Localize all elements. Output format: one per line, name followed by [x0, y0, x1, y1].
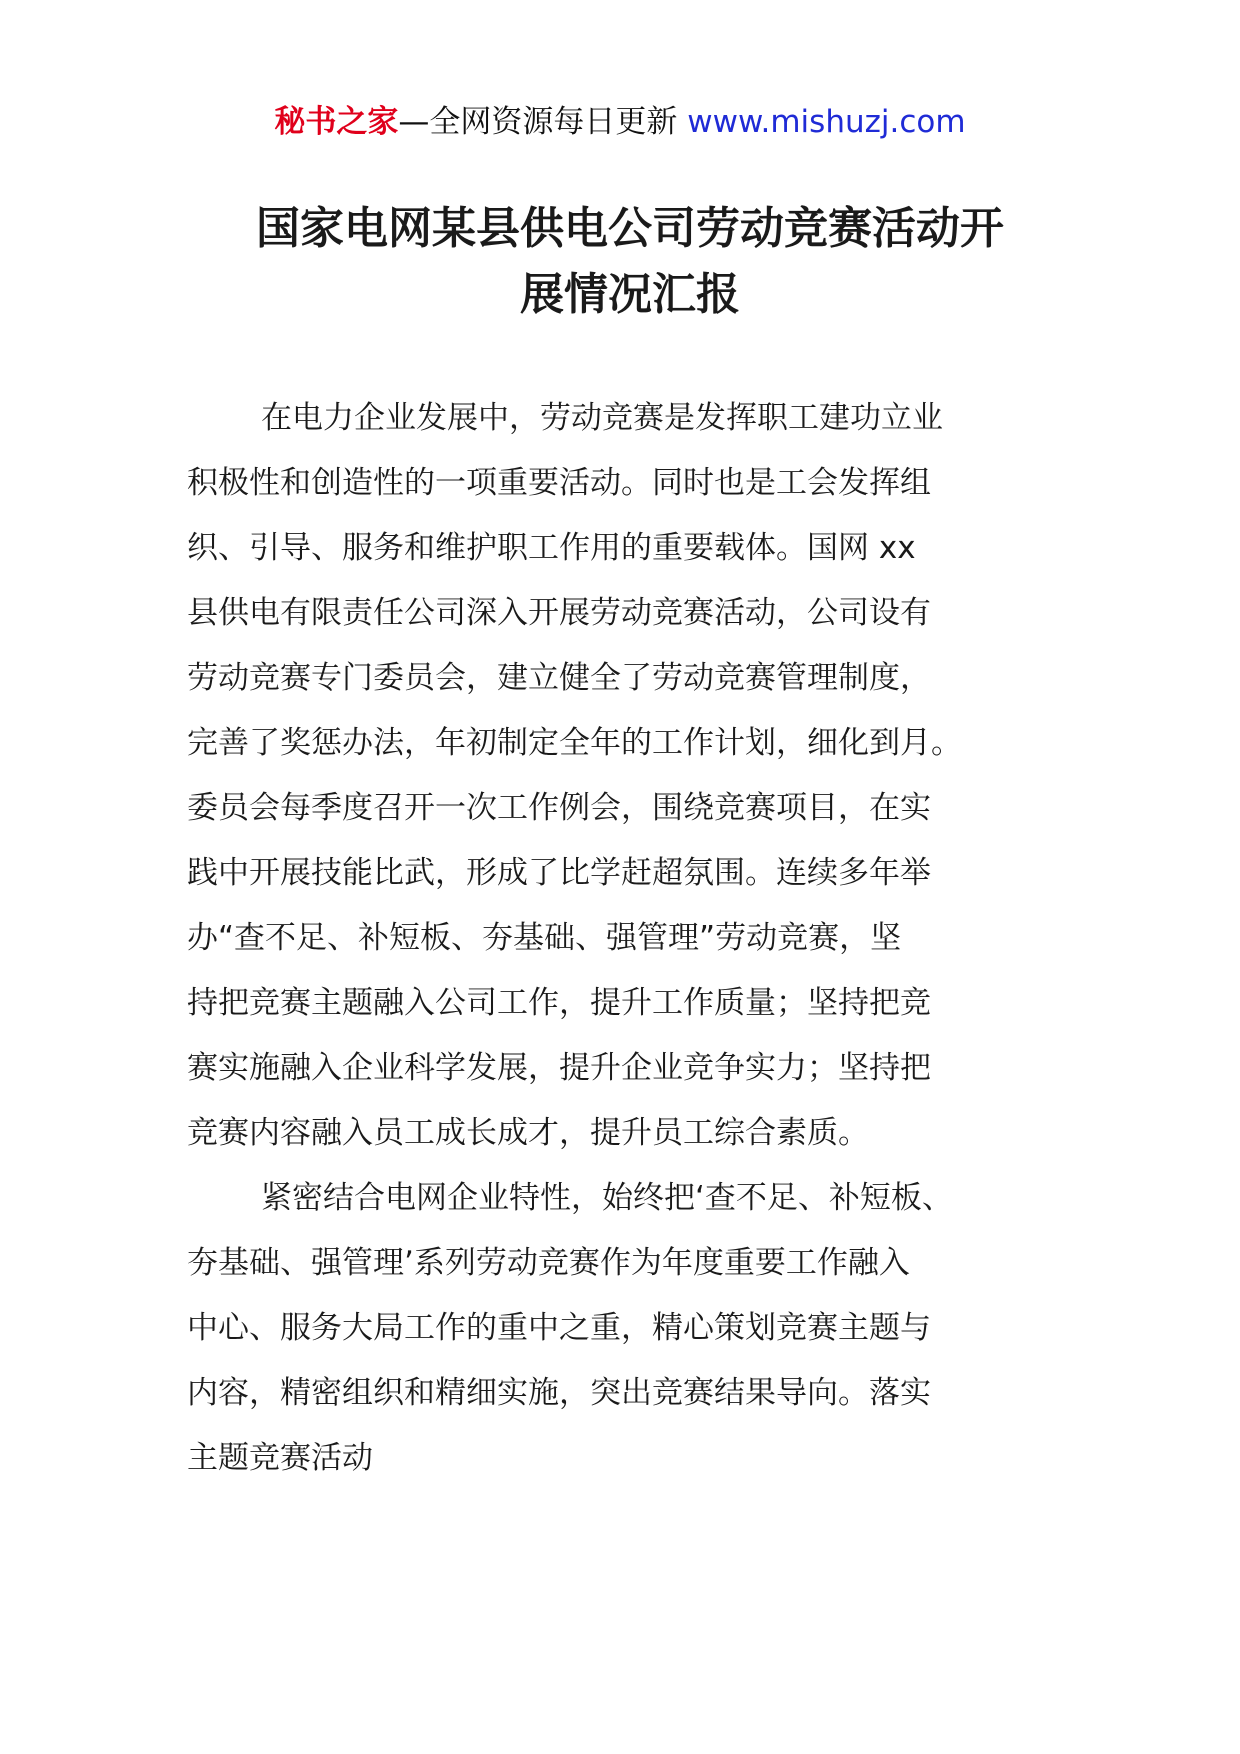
site-header	[0, 100, 1240, 144]
site-url-link[interactable]: www.mishuzj.com	[687, 104, 966, 140]
paragraph-line: 完善了奖惩办法，年初制定全年的工作计划，细化到月。	[187, 725, 962, 761]
title-line: 国家电网某县供电公司劳动竞赛活动开	[256, 203, 1004, 254]
paragraph-line: 委员会每季度召开一次工作例会，围绕竞赛项目，在实	[187, 790, 931, 826]
paragraph-line: 织、引导、服务和维护职工作用的重要载体。国网 xx	[187, 530, 916, 566]
paragraph-line: 积极性和创造性的一项重要活动。同时也是工会发挥组	[187, 465, 931, 501]
paragraph-line: 在电力企业发展中，劳动竞赛是发挥职工建功立业	[261, 400, 943, 436]
paragraph-line: 县供电有限责任公司深入开展劳动竞赛活动，公司设有	[187, 595, 931, 631]
header-tagline: —全网资源每日更新	[398, 104, 688, 140]
brand-name: 秘书之家	[274, 104, 399, 140]
paragraph-line: 赛实施融入企业科学发展，提升企业竞争实力；坚持把	[187, 1050, 931, 1086]
paragraph-line: 劳动竞赛专门委员会，建立健全了劳动竞赛管理制度，	[187, 660, 931, 696]
paragraph-line: 主题竞赛活动	[187, 1440, 373, 1476]
paragraph-line: 内容，精密组织和精细实施，突出竞赛结果导向。落实	[187, 1375, 931, 1411]
title-line: 展情况汇报	[520, 269, 740, 320]
paragraph-line: 办“查不足、补短板、夯基础、强管理”劳动竞赛，坚	[187, 920, 902, 956]
paragraph-line: 中心、服务大局工作的重中之重，精心策划竞赛主题与	[187, 1310, 931, 1346]
paragraph-line: 夯基础、强管理’系列劳动竞赛作为年度重要工作融入	[187, 1245, 910, 1281]
document-title	[200, 196, 1060, 328]
paragraph-line: 践中开展技能比武，形成了比学赶超氛围。连续多年举	[187, 855, 931, 891]
document-body	[187, 386, 1067, 1491]
paragraph-line: 竞赛内容融入员工成长成才，提升员工综合素质。	[187, 1115, 869, 1151]
paragraph-line: 持把竞赛主题融入公司工作，提升工作质量；坚持把竞	[187, 985, 931, 1021]
paragraph-line: 紧密结合电网企业特性，始终把‘查不足、补短板、	[261, 1180, 953, 1216]
